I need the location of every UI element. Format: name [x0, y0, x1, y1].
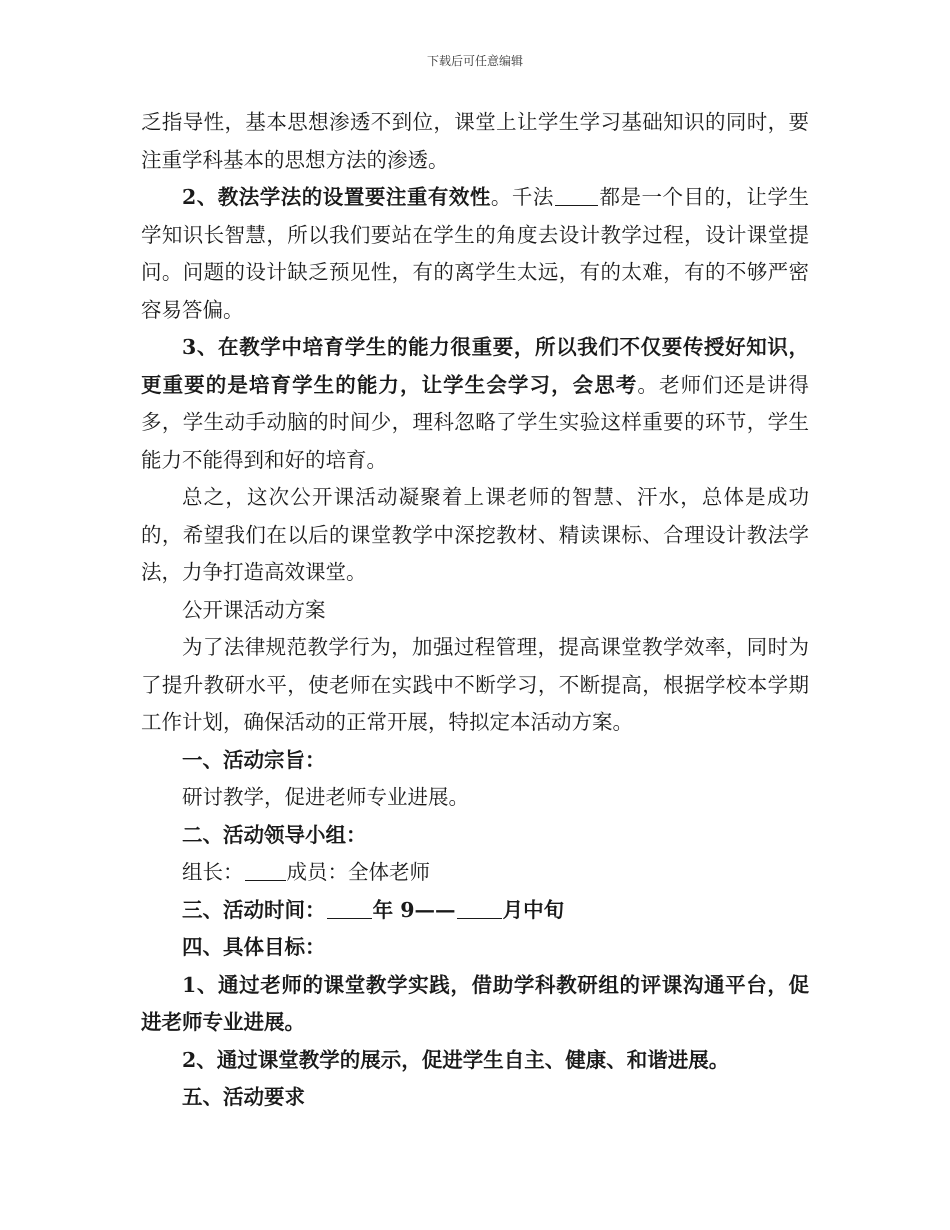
point-3-heading: 3、在教学中培育学生的能力很重要，所以我们不仅要传授好知识，更重要的是培育学生的能力，让学生会学习，会思考	[141, 335, 809, 397]
document-body	[141, 104, 809, 1117]
heading-requirements: 五、活动要求	[182, 1085, 305, 1109]
purpose-text: 研讨教学，促进老师专业进展。	[182, 785, 469, 809]
heading-purpose: 一、活动宗旨：	[182, 747, 326, 772]
blank-line	[245, 860, 286, 882]
page-header: 下载后可任意编辑	[426, 54, 523, 68]
blank-line	[327, 897, 372, 919]
point-2-text-b: 都是一个目的，让学生学知识长智慧，所以我们要站在学生的角度去设计教学过程，设计课堂提问。问题的设计缺乏预见性，有的离学生太远，有的太难，有的不够严密容易答偏。	[141, 185, 810, 322]
members-text: 成员：全体老师	[286, 860, 430, 884]
point-3-text: 。老师们还是讲得多，学生动手动脑的时间少，理科忽略了学生实验这样重要的环节，学生能力不能得到和好的培育。	[141, 372, 810, 472]
paragraph-summary: 总之，这次公开课活动凝聚着上课老师的智慧、汗水，总体是成功的，希望我们在以后的课堂教学中深挖教材、精读课标、合理设计教法学法，力争打造高效课堂。	[141, 485, 809, 584]
heading-leadership: 二、活动领导小组：	[182, 822, 367, 847]
paragraph-point-3	[141, 329, 809, 479]
time-year: 年 9——	[372, 897, 456, 922]
point-2-heading: 2、教法学法的设置要注重有效性	[182, 185, 491, 209]
paragraph-intro: 为了法律规范教学行为，加强过程管理，提高课堂教学效率，同时为了提升教研水平，使老师在实践中不断学习，不断提高，根据学校本学期工作计划，确保活动的正常开展，特拟定本活动方案。	[141, 635, 809, 734]
blank-line	[555, 185, 598, 207]
time-month: 月中旬	[502, 897, 565, 922]
leadership-text	[141, 854, 809, 892]
goal-2: 2、通过课堂教学的展示，促进学生自主、健康、和谐进展。	[182, 1047, 730, 1072]
heading-time	[141, 892, 809, 930]
paragraph-point-2	[141, 179, 809, 329]
blank-line	[457, 897, 502, 919]
section-title: 公开课活动方案	[182, 597, 326, 622]
heading-goals: 四、具体目标：	[182, 935, 326, 959]
time-label: 三、活动时间：	[182, 897, 326, 922]
leader-label: 组长：	[182, 860, 244, 884]
paragraph-continuation: 乏指导性，基本思想渗透不到位，课堂上让学生学习基础知识的同时，要注重学科基本的思想方法的渗透。	[141, 110, 809, 172]
goal-1: 1、通过老师的课堂教学实践，借助学科教研组的评课沟通平台，促进老师专业进展。	[141, 972, 809, 1034]
point-2-text-a: 。千法	[490, 185, 554, 209]
